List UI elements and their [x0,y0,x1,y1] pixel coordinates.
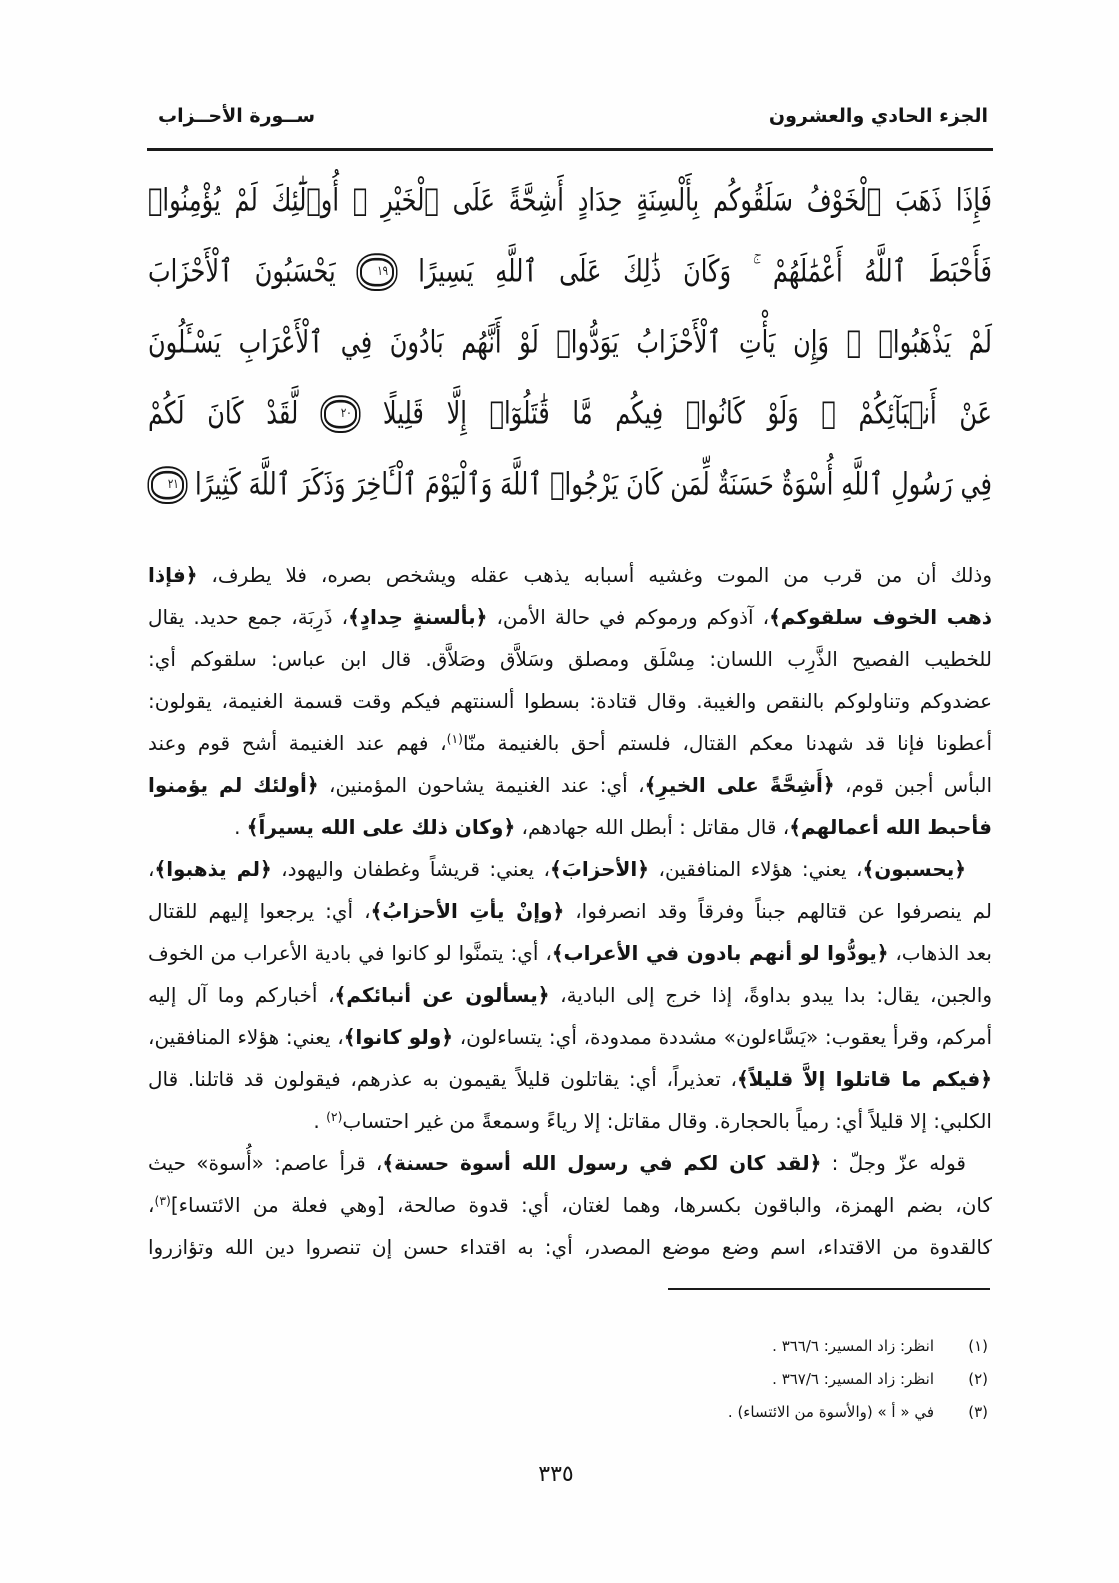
commentary-segment: كان، بضم الهمزة، والباقون بكسرها، وهما لغتان، أي: قدوة صالحة، [وهي فعلة من الائتساء] [170,1193,992,1217]
commentary-segment: للخطيب الفصيح الذَّرِب اللسان: مِسْلَق ومصلق وسَلاَّق وصَلاَّق. قال ابن عباس: سلقوكم أي: [148,647,992,671]
commentary-segment: عضدوكم وتناولوكم بالنقص والغيبة. وقال قتادة: بسطوا ألسنتهم فيكم وقت قسمة الغنيمة، يقولون: [148,689,992,713]
quranic-quotation: ﴿لم يذهبوا﴾ [154,857,272,881]
commentary-segment: ، تعذيراً، أي: يقاتلون قليلاً يقيمون به عذرهم، فيقولون قد قاتلنا. قال [148,1067,737,1091]
commentary-segment: ، أي: يرجعوا إليهم للقتال [148,899,371,923]
commentary-segment: ، يعني: هؤلاء المنافقين، [148,1025,344,1049]
commentary-segment: ، قال مقاتل : أبطل الله جهادهم، [515,815,790,839]
commentary-line [148,974,992,1016]
quranic-quotation: ذهب الخوف سلقوكم﴾ [769,605,993,629]
quranic-quotation: ﴿أولئك لم يؤمنوا [148,773,319,797]
commentary-segment: ، [148,1193,155,1217]
commentary-line [148,680,992,722]
quran-text: فَإِذَا ذَهَبَ ٱلْخَوْفُ سَلَقُوكُم بِأَلْسِنَةٍ حِدَادٍ أَشِحَّةً عَلَى ٱلْخَيْرِ ۚ أُو۟لَٰٓئِكَ لَمْ يُؤْمِنُوا۟ [148,181,992,219]
commentary-segment: ، أي: يتمنَّوا لو كانوا في بادية الأعراب من الخوف [148,941,552,965]
quranic-quotation: ﴿فيكم ما قاتلوا إلاَّ قليلاً﴾ [736,1067,992,1091]
commentary-segment: لم ينصرفوا عن قتالهم جبناً وفرقاً وقد انصرفوا، [564,899,992,923]
footnote-number: (٣) [968,1403,988,1421]
footnote-reference: (١) [446,731,463,747]
quran-text: عَنْ أَنۢبَآئِكُمْ ۖ وَلَوْ كَانُوا۟ فِيكُم مَّا قَٰتَلُوٓا۟ إِلَّا قَلِيلًا [382,394,992,432]
commentary-line [148,1142,992,1184]
running-head-surah: ســورة الأحــزاب [158,105,316,127]
commentary-segment: ، [148,857,155,881]
commentary-line [148,596,992,638]
commentary-line [148,1226,992,1268]
commentary-line [148,848,992,890]
footnote-text: انظر: زاد المسير: ٣٦٦/٦ . [772,1337,934,1355]
ayah-number-marker: ٢٠ [324,400,357,427]
commentary-segment: ، ذَرِبَة، جمع حديد. يقال [148,605,349,629]
commentary-segment: البأس أجبن قوم، [834,773,993,797]
quranic-quotation: ﴿بألسنةٍ حِدادٍ﴾ [348,605,488,629]
quranic-quotation: ﴿يحسبون﴾ [862,857,966,881]
commentary-line [148,1100,992,1142]
quran-line [148,438,992,530]
commentary-segment: ، آذوكم ورموكم في حالة الأمن، [487,605,770,629]
quran-text: لَمْ يَذْهَبُوا۟ ۖ وَإِن يَأْتِ ٱلْأَحْزَابُ يَوَدُّوا۟ لَوْ أَنَّهُم بَادُونَ فِي ٱلْأَعْرَابِ يَسْـَٔلُونَ [148,323,992,361]
commentary-segment: بعد الذهاب، [888,941,992,965]
ayah-number-marker: ١٩ [360,258,393,285]
header-rule [147,148,993,151]
footnote-text: انظر: زاد المسير: ٣٦٧/٦ . [772,1370,934,1388]
commentary-segment: ، فهم عند الغنيمة أشح قوم وعند [148,731,447,755]
quran-verses [148,165,992,520]
quranic-quotation: ﴿يسألون عن أنبائكم﴾ [334,983,550,1007]
commentary-segment: ، يعني: قريشاً وغطفان واليهود، [271,857,551,881]
commentary-line [148,764,992,806]
commentary-line [148,806,992,848]
commentary-line [148,890,992,932]
commentary-segment: . [234,815,247,839]
commentary-segment: والجبن، يقال: بدا يبدو بداوةً، إذا خرج إلى البادية، [549,983,992,1007]
quranic-quotation: ﴿وإنْ يأتِ الأحزابُ﴾ [370,899,565,923]
commentary-line [148,722,992,764]
footnote-reference: (٣) [154,1193,171,1209]
commentary-segment: ، قرأ عاصم: «أُسوة» حيث [148,1151,383,1175]
commentary-line [148,1058,992,1100]
commentary-line [148,1184,992,1226]
commentary-line [148,554,992,596]
commentary-segment: أمركم، وقرأ يعقوب: «يَسَّاءلون» مشددة ممدودة، أي: يتساءلون، [452,1025,993,1049]
quranic-quotation: ﴿وكان ذلك على الله يسيراً﴾ [246,815,516,839]
footnote-number: (٢) [968,1370,988,1388]
page-number: ٣٣٥ [538,1462,574,1487]
footnote-text: في « أ » (والأسوة من الائتساء) . [727,1403,934,1421]
quranic-quotation: ﴿يودُّوا لو أنهم بادون في الأعراب﴾ [551,941,889,965]
commentary-segment: . [313,1109,327,1133]
commentary-text [148,554,992,1268]
quran-text: فِي رَسُولِ ٱللَّهِ أُسْوَةٌ حَسَنَةٌ لِّمَن كَانَ يَرْجُوا۟ ٱللَّهَ وَٱلْيَوْمَ ٱلْـَٔاخِرَ وَذَكَرَ ٱللَّهَ كَثِيرًا [195,465,992,503]
quran-text: يَحْسَبُونَ ٱلْأَحْزَابَ [148,252,336,290]
commentary-segment: وذلك أن من قرب من الموت وغشيه أسبابه يذهب عقله ويشخص بصره، فلا يطرف، [197,563,992,587]
commentary-line [148,1016,992,1058]
footnote [468,1363,988,1396]
footnotes [468,1330,988,1429]
quranic-quotation: ﴿لقد كان لكم في رسول الله أسوة حسنة﴾ [382,1151,822,1175]
commentary-segment: كالقدوة من الاقتداء، اسم وضع موضع المصدر، أي: به اقتداء حسن إن تنصروا دين الله وتؤازروا [148,1235,992,1259]
quranic-quotation: ﴿الأحزابَ﴾ [550,857,650,881]
commentary-segment: ، أخباركم وما آل إليه [148,983,335,1007]
footnote [468,1396,988,1429]
commentary-segment: ، أي: عند الغنيمة يشاحون المؤمنين، [318,773,645,797]
footnote-rule [668,1288,990,1290]
ayah-number-marker: ٢١ [151,471,184,498]
footnote-number: (١) [968,1337,988,1355]
quranic-quotation: ﴿فإذا [148,563,198,587]
commentary-segment: ، يعني: هؤلاء المنافقين، [649,857,863,881]
footnote [468,1330,988,1363]
commentary-line [148,932,992,974]
quranic-quotation: ﴿أَشِحَّةً على الخيرِ﴾ [644,773,835,797]
footnote-reference: (٢) [326,1109,343,1125]
commentary-segment: قوله عزّ وجلّ : [821,1151,966,1175]
commentary-segment: الكلبي: إلا قليلاً أي: رمياً بالحجارة. وقال مقاتل: إلا رياءً وسمعةً من غير احتساب [342,1109,992,1133]
commentary-segment: أعطونا فإنا قد شهدنا معكم القتال، فلستم أحق بالغنيمة منّا [462,731,993,755]
commentary-line [148,638,992,680]
quranic-quotation: فأحبط الله أعمالهم﴾ [789,815,992,839]
quranic-quotation: ﴿ولو كانوا﴾ [343,1025,453,1049]
quran-text: لَّقَدْ كَانَ لَكُمْ [148,394,299,432]
running-head-part: الجزء الحادي والعشرون [768,105,988,127]
quran-text: فَأَحْبَطَ ٱللَّهُ أَعْمَٰلَهُمْ ۚ وَكَانَ ذَٰلِكَ عَلَى ٱللَّهِ يَسِيرًا [418,252,992,290]
